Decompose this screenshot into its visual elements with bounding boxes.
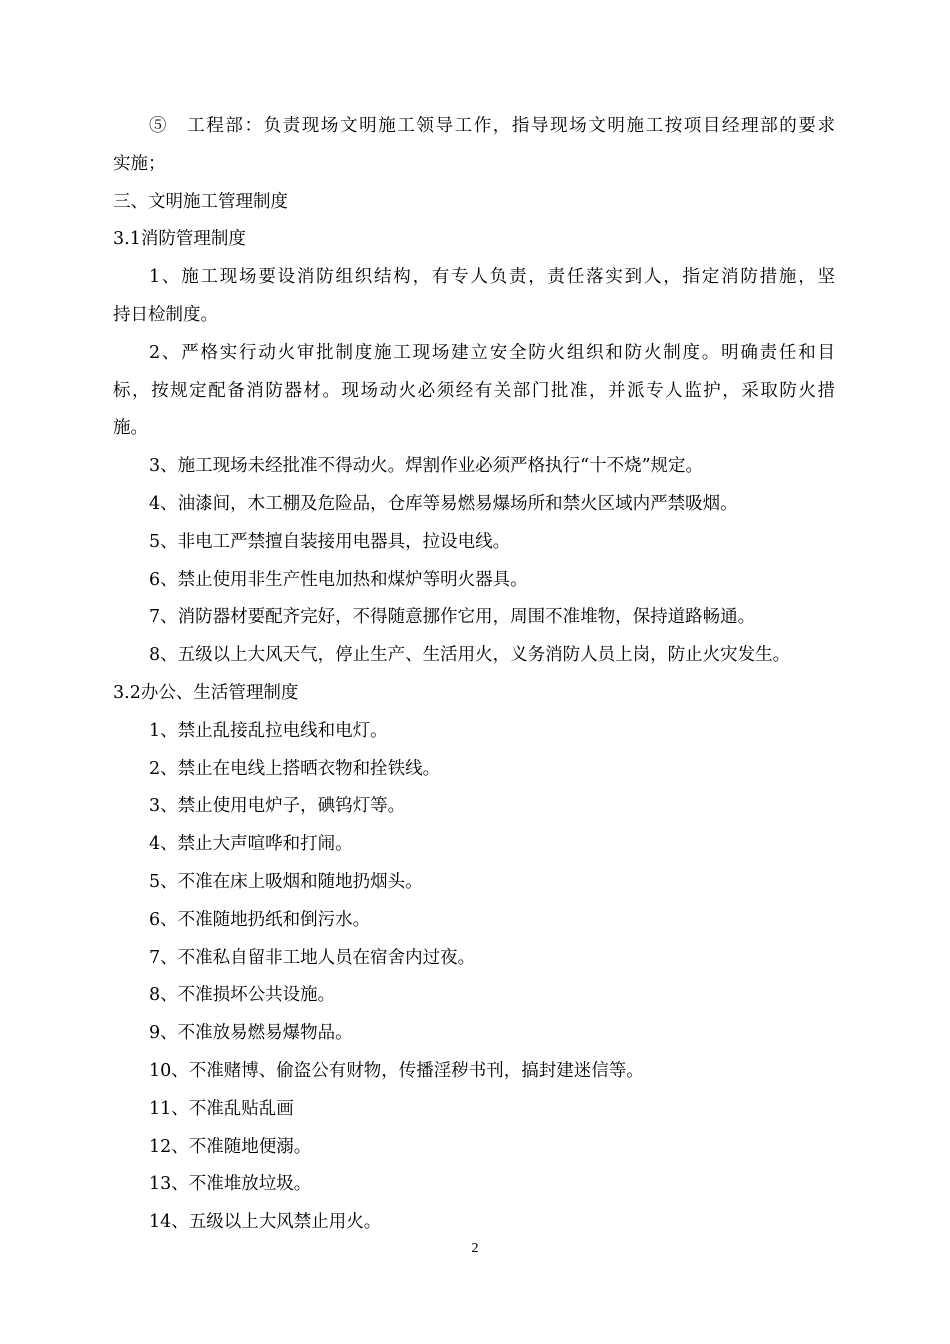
document-body: [113, 108, 835, 1242]
section-heading-3: 三、文明施工管理制度: [113, 191, 288, 212]
list-item: 8、五级以上大风天气，停止生产、生活用火，义务消防人员上岗，防止火灾发生。: [149, 645, 791, 666]
list-item: 6、不准随地扔纸和倒污水。: [149, 909, 371, 930]
page-number: 2: [471, 1241, 479, 1256]
list-item: 7、消防器材要配齐完好，不得随意挪作它用，周围不准堆物，保持道路畅通。: [149, 607, 756, 628]
subsection-heading-3-1: 3.1消防管理制度: [113, 229, 246, 250]
list-item: 4、油漆间，木工棚及危险品，仓库等易燃易爆场所和禁火区域内严禁吸烟。: [149, 493, 738, 514]
list-item: 10、不准赌博、偷盗公有财物，传播淫秽书刊，搞封建迷信等。: [149, 1060, 644, 1081]
subsection-heading-3-2: 3.2办公、生活管理制度: [113, 682, 299, 703]
list-item: 2、禁止在电线上搭晒衣物和拴铁线。: [149, 758, 441, 779]
list-item: 8、不准损坏公共设施。: [149, 985, 336, 1006]
list-item: 5、非电工严禁擅自装接用电器具，拉设电线。: [149, 531, 511, 552]
list-item: 1、禁止乱接乱拉电线和电灯。: [149, 720, 388, 741]
list-item-cont: 施。: [113, 418, 148, 439]
list-item: 5、不准在床上吸烟和随地扔烟头。: [149, 871, 423, 892]
paragraph-engineering-dept: ⑤ 工程部：负责现场文明施工领导工作，指导现场文明施工按项目经理部的要求: [149, 116, 835, 136]
list-item: 14、五级以上大风禁止用火。: [149, 1212, 382, 1233]
list-item: 9、不准放易燃易爆物品。: [149, 1023, 353, 1044]
list-item: 12、不准随地便溺。: [149, 1136, 312, 1157]
list-item: 6、禁止使用非生产性电加热和煤炉等明火器具。: [149, 569, 528, 590]
list-item: 4、禁止大声喧哗和打闹。: [149, 834, 353, 855]
list-item: 1、施工现场要设消防组织结构，有专人负责，责任落实到人，指定消防措施，坚: [149, 267, 835, 288]
paragraph-engineering-dept-cont: 实施；: [113, 153, 166, 174]
list-item-cont: 持日检制度。: [113, 304, 218, 325]
list-item: 11、不准乱贴乱画: [149, 1098, 294, 1119]
list-item: 13、不准堆放垃圾。: [149, 1174, 312, 1195]
list-item: 7、不准私自留非工地人员在宿舍内过夜。: [149, 947, 476, 968]
list-item: 2、严格实行动火审批制度施工现场建立安全防火组织和防火制度。明确责任和目: [149, 342, 835, 363]
list-item: 3、禁止使用电炉子，碘钨灯等。: [149, 796, 406, 817]
list-item: 3、施工现场未经批准不得动火。焊割作业必须严格执行“十不烧”规定。: [149, 456, 704, 477]
list-item-cont: 标，按规定配备消防器材。现场动火必须经有关部门批准，并派专人监护，采取防火措: [113, 380, 835, 401]
